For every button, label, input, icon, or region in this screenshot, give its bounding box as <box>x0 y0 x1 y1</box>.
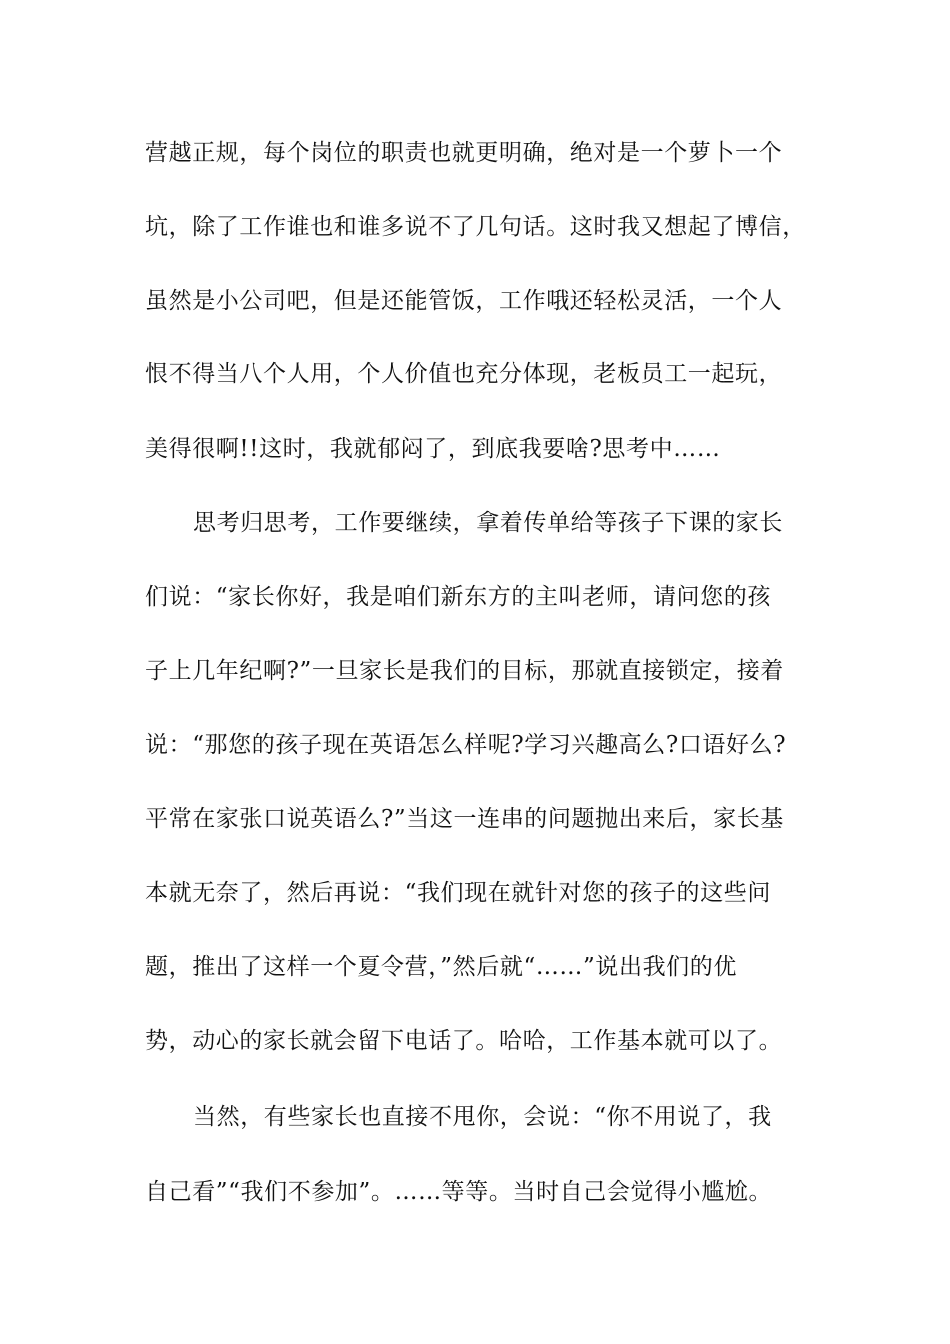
text-line: 虽然是小公司吧，但是还能管饭，工作哦还轻松灵活，一个人 <box>145 288 783 314</box>
text-line: 题，推出了这样一个夏令营，”然后就“……”说出我们的优 <box>145 954 737 980</box>
text-line: 子上几年纪啊?”一旦家长是我们的目标，那就直接锁定，接着 <box>145 658 784 684</box>
text-line: 恨不得当八个人用，个人价值也充分体现，老板员工一起玩， <box>145 361 783 387</box>
text-line: 们说：“家长你好，我是咱们新东方的主叫老师，请问您的孩 <box>145 584 771 610</box>
paragraph-first-line: 思考归思考，工作要继续，拿着传单给等孩子下课的家长 <box>193 510 783 536</box>
text-line: 自己看”“我们不参加”。……等等。当时自己会觉得小尴尬。 <box>145 1179 773 1205</box>
text-line: 营越正规，每个岗位的职责也就更明确，绝对是一个萝卜一个 <box>145 140 783 166</box>
paragraph-first-line: 当然，有些家长也直接不甩你，会说：“你不用说了，我 <box>193 1104 772 1130</box>
text-line: 说：“那您的孩子现在英语怎么样呢?学习兴趣高么?口语好么? <box>145 732 787 758</box>
text-line: 势，动心的家长就会留下电话了。哈哈，工作基本就可以了。 <box>145 1028 783 1054</box>
text-line: 坑，除了工作谁也和谁多说不了几句话。这时我又想起了博信， <box>145 214 806 240</box>
text-line: 本就无奈了，然后再说：“我们现在就针对您的孩子的这些问 <box>145 880 771 906</box>
text-line: 美得很啊!!这时，我就郁闷了，到底我要啥?思考中…… <box>145 436 721 462</box>
text-line: 平常在家张口说英语么?”当这一连串的问题抛出来后，家长基 <box>145 806 784 832</box>
